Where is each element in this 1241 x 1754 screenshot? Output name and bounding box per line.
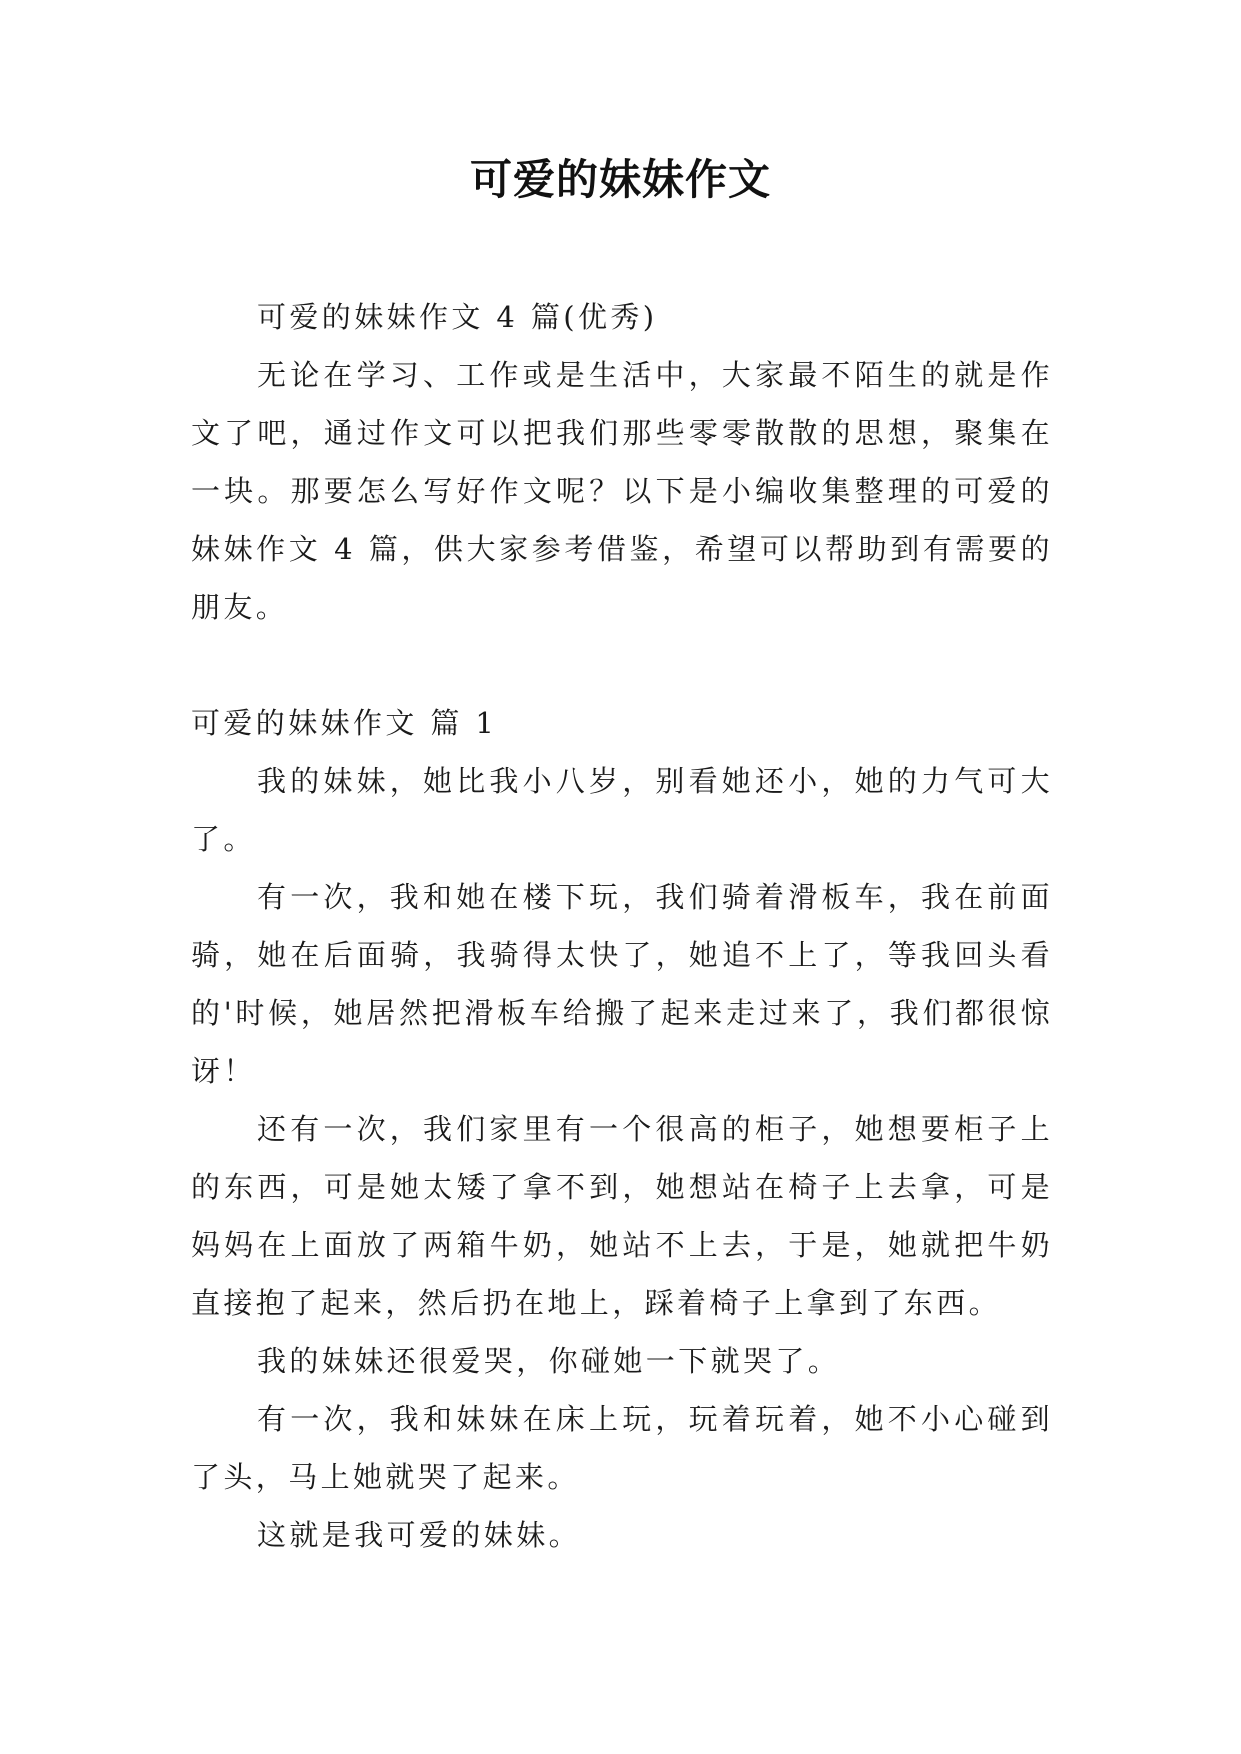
section-heading: 可爱的妹妹作文 篇 1 <box>191 706 498 740</box>
body-paragraph: 有一次，我和妹妹在床上玩，玩着玩着，她不小心碰到了头，马上她就哭了起来。 <box>191 1402 1053 1494</box>
page-title: 可爱的妹妹作文 <box>469 155 771 204</box>
body-paragraph: 还有一次，我们家里有一个很高的柜子，她想要柜子上的东西，可是她太矮了拿不到，她想站在椅子上去拿，可是妈妈在上面放了两箱牛奶，她站不上去，于是，她就把牛奶直接抱了起来，然后扔在地上，踩着椅子上拿到了东西。 <box>191 1112 1053 1320</box>
body-paragraph: 我的妹妹，她比我小八岁，别看她还小，她的力气可大了。 <box>191 764 1053 856</box>
body-paragraph: 这就是我可爱的妹妹。 <box>257 1518 582 1552</box>
document-body <box>191 288 1053 1564</box>
body-paragraph: 我的妹妹还很爱哭，你碰她一下就哭了。 <box>257 1344 841 1378</box>
body-paragraph: 有一次，我和她在楼下玩，我们骑着滑板车，我在前面骑，她在后面骑，我骑得太快了，她追不上了，等我回头看的'时候，她居然把滑板车给搬了起来走过来了，我们都很惊讶！ <box>191 880 1053 1088</box>
subtitle: 可爱的妹妹作文 4 篇(优秀) <box>257 300 658 334</box>
spacer <box>191 636 1053 694</box>
intro-paragraph: 无论在学习、工作或是生活中，大家最不陌生的就是作文了吧，通过作文可以把我们那些零零散散的思想，聚集在一块。那要怎么写好作文呢？以下是小编收集整理的可爱的妹妹作文 4 篇，供大家参考借鉴，希望可以帮助到有需要的朋友。 <box>191 358 1053 624</box>
